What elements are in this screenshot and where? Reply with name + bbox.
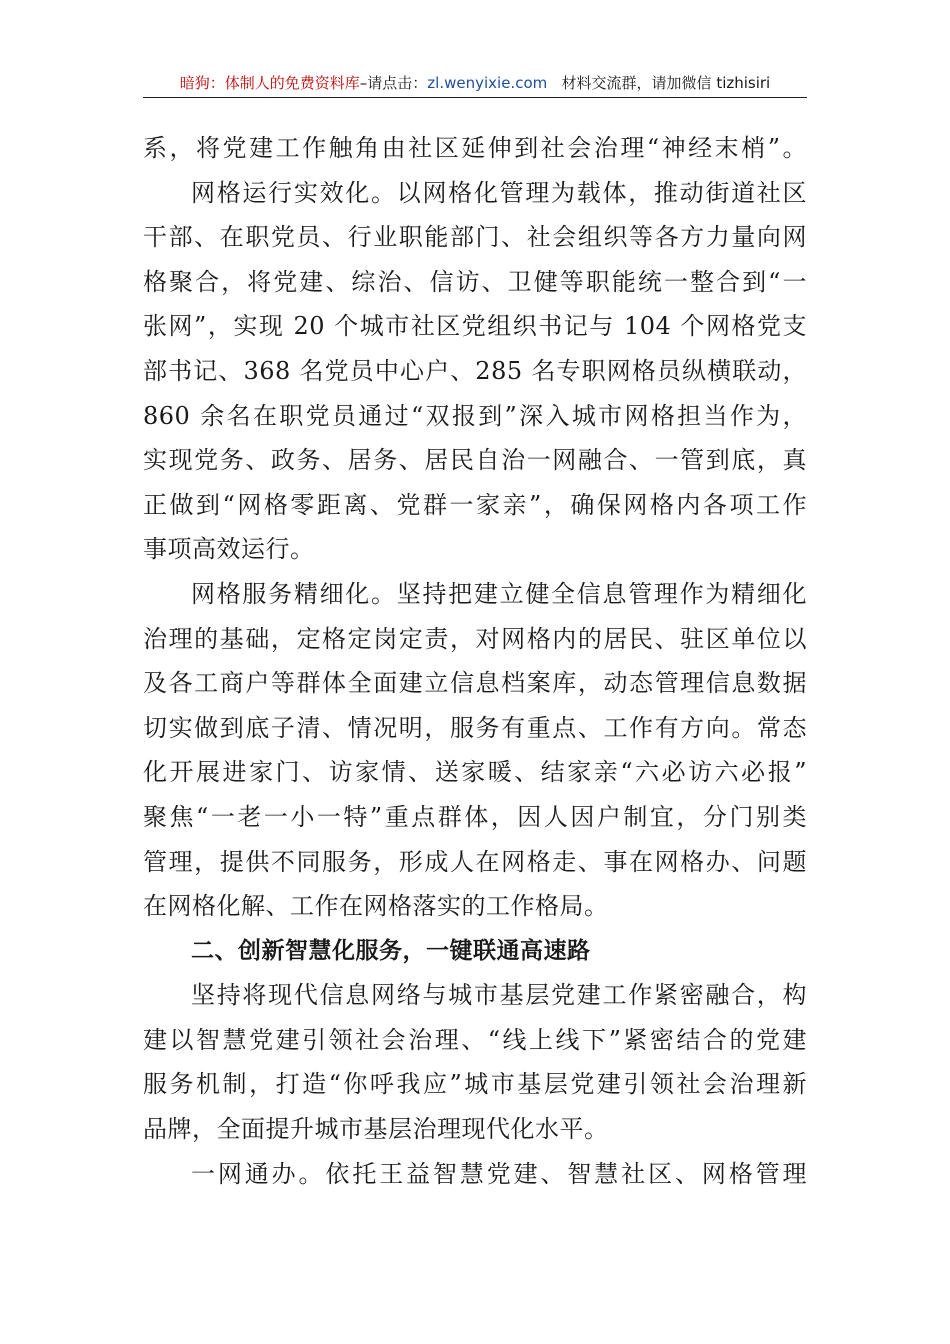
header-wechat-note: 材料交流群，请加微信 tizhisiri bbox=[561, 74, 771, 92]
text-line: 干部、在职党员、行业职能部门、社会组织等各方力量向网 bbox=[143, 223, 807, 252]
text-line: 品牌，全面提升城市基层治理现代化水平。 bbox=[143, 1115, 609, 1144]
text-line: 在网格化解、工作在网格落实的工作格局。 bbox=[143, 892, 609, 921]
text-line: 正做到“网格零距离、党群一家亲”，确保网格内各项工作 bbox=[143, 490, 807, 519]
text-line: 聚焦“一老一小一特”重点群体，因人因户制宜，分门别类 bbox=[143, 802, 807, 831]
text-line: 及各工商户等群体全面建立信息档案库，动态管理信息数据 bbox=[143, 669, 807, 698]
text-line: 事项高效运行。 bbox=[143, 535, 315, 564]
text-line: 860 余名在职党员通过“双报到”深入城市网格担当作为， bbox=[143, 401, 807, 430]
paragraph-start: 网格服务精细化。坚持把建立健全信息管理作为精细化 bbox=[191, 579, 807, 608]
header-site-name: 暗狗：体制人的免费资料库 bbox=[179, 74, 360, 92]
text-line: 建以智慧党建引领社会治理、“线上线下”紧密结合的党建 bbox=[143, 1025, 807, 1054]
section-heading: 二、创新智慧化服务，一键联通高速路 bbox=[191, 937, 591, 964]
text-line: 管理，提供不同服务，形成人在网格走、事在网格办、问题 bbox=[143, 847, 807, 876]
document-body bbox=[143, 126, 807, 1196]
text-line: 治理的基础，定格定岗定责，对网格内的居民、驻区单位以 bbox=[143, 624, 807, 653]
text-line: 切实做到底子清、情况明，服务有重点、工作有方向。常态 bbox=[143, 713, 807, 742]
text-line: 格聚合，将党建、综治、信访、卫健等职能统一整合到“一 bbox=[143, 267, 807, 296]
text-line: 实现党务、政务、居务、居民自治一网融合、一管到底，真 bbox=[143, 446, 807, 475]
text-line: 化开展进家门、访家情、送家暖、结家亲“六必访六必报” bbox=[143, 758, 807, 787]
paragraph-start: 坚持将现代信息网络与城市基层党建工作紧密融合，构 bbox=[191, 981, 807, 1010]
text-line: 服务机制，打造“你呼我应”城市基层党建引领社会治理新 bbox=[143, 1070, 807, 1099]
paragraph-start: 一网通办。依托王益智慧党建、智慧社区、网格管理 bbox=[191, 1159, 807, 1188]
header-link[interactable]: zl.wenyixie.com bbox=[427, 74, 548, 92]
text-line: 张网”，实现 20 个城市社区党组织书记与 104 个网格党支 bbox=[143, 312, 807, 341]
header-link-label: –请点击： bbox=[359, 74, 428, 92]
header-divider bbox=[143, 97, 807, 98]
text-line: 部书记、368 名党员中心户、285 名专职网格员纵横联动， bbox=[143, 356, 807, 385]
text-line: 系，将党建工作触角由社区延伸到社会治理“神经末梢”。 bbox=[143, 134, 807, 162]
paragraph-start: 网格运行实效化。以网格化管理为载体，推动街道社区 bbox=[191, 178, 807, 207]
page-header bbox=[143, 70, 807, 96]
